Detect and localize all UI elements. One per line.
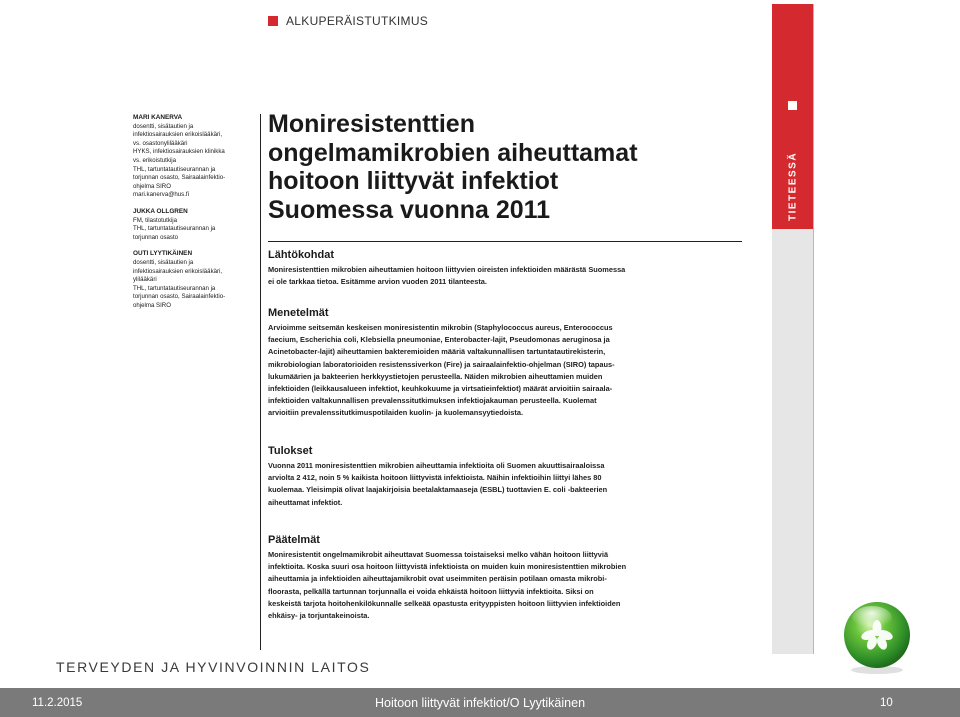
green-ball-logo-icon xyxy=(838,598,916,676)
author-block xyxy=(133,208,258,242)
section-text-line: Vuonna 2011 moniresistenttien mikrobien aiheuttamia infektioita oli Suomen akuuttisairaaloissa xyxy=(268,461,605,470)
section-text-line: mikrobiologian laboratorioiden resistenssiverkon (Fire) ja sairaalainfektio-ohjelman (SIRO) tapaus- xyxy=(268,359,615,369)
section-text-line: infektioiden (leikkausalueen infektiot, keuhkokuume ja virtsatieinfektiot) määrät arvioitiin sairaala- xyxy=(268,384,613,394)
organization-name: TERVEYDEN JA HYVINVOINNIN LAITOS xyxy=(56,659,371,675)
side-panel xyxy=(772,229,814,654)
title-line: Suomessa vuonna 2011 xyxy=(268,195,551,224)
section-text-line: faecium, Escherichia coli, Klebsiella pneumoniae, Enterobacter-lajit, Pseudomonas aeruginosa ja xyxy=(268,335,610,345)
author-detail: torjunnan osasto xyxy=(133,233,179,241)
author-name: OUTI LYYTIKÄINEN xyxy=(133,250,193,258)
author-name: JUKKA OLLGREN xyxy=(133,207,188,215)
title-line: hoitoon liittyvät infektiot xyxy=(268,167,559,195)
author-detail: THL, tartuntatautiseurannan ja xyxy=(133,284,216,292)
author-detail: vs. osastonylilääkäri xyxy=(133,139,188,147)
author-detail: ohjelma SIRO xyxy=(133,182,171,190)
category-heading xyxy=(268,14,428,28)
author-detail: torjunnan osasto, Sairaalainfektio- xyxy=(133,174,226,182)
section-text-line: aiheuttamat infektiot. xyxy=(268,497,343,507)
author-block xyxy=(133,250,258,310)
section-text-line: ei ole tarkkaa tietoa. Esitämme arvion vuoden 2011 tilanteesta. xyxy=(268,277,487,287)
author-block xyxy=(133,114,258,200)
section-conclusions xyxy=(268,533,746,622)
section-heading: Menetelmät xyxy=(268,307,329,319)
section-text-line: infektioita. Koska suuri osa hoitoon liittyvistä infektioista on muiden kuin moniresistenttien mikrobien xyxy=(268,562,627,572)
section-background xyxy=(268,248,746,288)
title-divider xyxy=(268,241,742,242)
side-divider xyxy=(813,4,814,654)
section-text-line: ehkäisy- ja torjuntakeinoista. xyxy=(268,611,370,621)
author-detail: vs. erikoistutkija xyxy=(133,156,177,164)
section-text-line: Moniresistenttien mikrobien aiheuttamien hoitoon liittyvien oireisten infektioiden määrästä Suomessa xyxy=(268,265,626,274)
section-text-line: lukumäärien ja bakteerien herkkyystietojen perusteella. Näiden mikrobien aiheuttamien muiden xyxy=(268,371,603,381)
section-text-line: Acinetobacter-lajit) aiheuttamien bakteremioiden määriä valtakunnallisen tartuntatautirekisterin, xyxy=(268,347,606,357)
section-heading: Lähtökohdat xyxy=(268,249,334,261)
section-text-line: floorasta, pelkällä tartunnan torjunnalla ei voida ehkäistä hoitoon liittyviä infektioita. Siksi on xyxy=(268,586,594,596)
section-text-line: Moniresistentit ongelmamikrobit aiheuttavat Suomessa toistaiseksi melko vähän hoitoon liittyviä xyxy=(268,550,609,559)
section-text-line: aiheuttamia ja infektioiden aiheuttajamikrobit ovat useimmiten peräisin potilaan omasta mikrobi- xyxy=(268,574,607,584)
category-label: ALKUPERÄISTUTKIMUS xyxy=(286,14,429,28)
section-text-line: Arvioimme seitsemän keskeisen moniresistentin mikrobin (Staphylococcus aureus, Enterococcus xyxy=(268,323,613,332)
section-heading: Päätelmät xyxy=(268,534,320,546)
author-detail: torjunnan osasto, Sairaalainfektio- xyxy=(133,293,226,301)
section-heading: Tulokset xyxy=(268,445,313,457)
author-email: mari.kanerva@hus.fi xyxy=(133,191,189,199)
author-detail: dosentti, sisätautien ja xyxy=(133,258,194,266)
author-detail: ohjelma SIRO xyxy=(133,301,171,309)
side-tab-label: TIETEESSÄ xyxy=(787,151,799,221)
section-text-line: infektioiden valtakunnallisen prevalenssitutkimuksen infektiojakauman perusteella. Kuolemat xyxy=(268,396,597,406)
author-detail: ylilääkäri xyxy=(133,276,157,284)
author-detail: THL, tartuntatautiseurannan ja xyxy=(133,225,216,233)
author-detail: infektiosairauksien erikoislääkäri, xyxy=(133,131,223,139)
category-marker xyxy=(268,16,278,26)
section-methods xyxy=(268,306,746,420)
author-detail: infektiosairauksien erikoislääkäri, xyxy=(133,267,223,275)
side-tab xyxy=(772,4,814,229)
author-divider xyxy=(260,114,261,650)
author-detail: dosentti, sisätautien ja xyxy=(133,122,194,130)
footer-date: 11.2.2015 xyxy=(32,697,83,709)
section-text-line: keskeistä tarjota hoitohenkilökunnalle selkeää opastusta erityyppisten hoitoon liittyvien infektioiden xyxy=(268,598,621,608)
section-text-line: arvioitiin prevalenssitutkimuspotilaiden kuolin- ja kuolemansyytiedoista. xyxy=(268,408,524,418)
author-detail: HYKS, infektiosairauksien klinikka xyxy=(133,148,225,156)
author-name: MARI KANERVA xyxy=(133,114,183,121)
footer-title: Hoitoon liittyvät infektiot/O Lyytikäinen xyxy=(374,696,586,710)
article-title xyxy=(268,110,748,224)
title-line: ongelmamikrobien aiheuttamat xyxy=(268,138,638,167)
page-number: 10 xyxy=(880,697,893,709)
side-tab-marker xyxy=(788,101,797,110)
section-results xyxy=(268,444,746,509)
section-text-line: arviolta 2 412, noin 5 % kaikista hoitoon liittyvistä infektioista. Näihin infektioihin liittyi lähes 80 xyxy=(268,473,602,483)
section-text-line: kuolemaa. Yleisimpiä olivat laajakirjoisia beetalaktamaaseja (ESBL) tuottavien E. coli -bakteerien xyxy=(268,485,608,495)
title-line: Moniresistenttien xyxy=(268,110,475,138)
author-list xyxy=(133,114,258,318)
author-detail: THL, tartuntatautiseurannan ja xyxy=(133,165,216,173)
author-detail: FM, tilastotutkija xyxy=(133,216,178,224)
